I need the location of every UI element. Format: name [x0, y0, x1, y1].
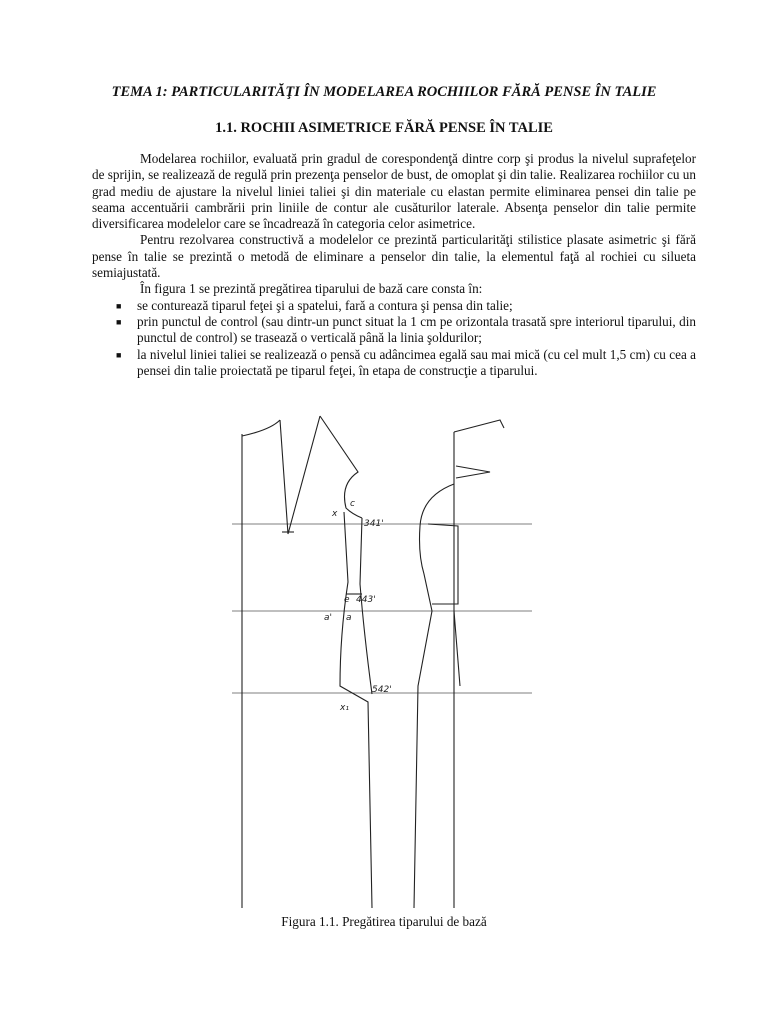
back-side-seam [414, 484, 454, 908]
label-a: a [346, 613, 352, 623]
back-hip-guide [454, 611, 460, 686]
paragraph-2: Pentru rezolvarea constructivă a modelelor ce prezintă particularităţi stilistice plasate asimetric şi fără pense în talie se prezintă o metodă de eliminare a penselor din talie, la elementul faţă al rochiei cu silueta semiajustată. [92, 232, 696, 281]
back-neck-shoulder [454, 420, 504, 432]
label-e: e [344, 595, 350, 605]
bullet-marker: ■ [116, 300, 122, 311]
front-control-vertical [360, 518, 372, 694]
bullet-text-1: se conturează tiparul feţei şi a spatelui, fară a contura şi pensa din talie; [137, 297, 513, 313]
label-x: x [332, 509, 338, 519]
bullet-marker: ■ [116, 349, 122, 360]
bullet-item-2 [92, 314, 696, 347]
bullet-item-1 [92, 298, 696, 314]
front-pattern [242, 416, 372, 908]
section-heading: 1.1. ROCHII ASIMETRICE FĂRĂ PENSE ÎN TALIE [215, 120, 553, 136]
label-x1: x₁ [340, 703, 349, 713]
figure-caption: Figura 1.1. Pregătirea tiparului de bază [281, 914, 487, 929]
pattern-figure [232, 414, 532, 908]
paragraph-1: Modelarea rochiilor, evaluată prin gradul de corespondenţă dintre corp şi produs la nivelul suprafeţelor de sprijin, se realizează de regulă prin prezenţa penselor de bust, de omoplat şi din talie. Realizarea rochiilor cu un grad mediu de ajustare la nivelul liniei taliei şi din materiale cu elastan permite eliminarea pensei din talie pe seama accentuării cambrării prin liniile de contur ale cusăturilor laterale. Absenţa penselor din talie permite diversificarea modelelor care se încadrează în categoria celor asimetrice. [92, 151, 696, 232]
document-title: TEMA 1: PARTICULARITĂŢI ÎN MODELAREA ROCHIILOR FĂRĂ PENSE ÎN TALIE [111, 84, 657, 100]
label-341: 341' [364, 519, 384, 529]
front-neckline [242, 420, 280, 436]
body-text [92, 151, 696, 379]
bullet-item-3 [92, 347, 696, 380]
pattern-drawing [232, 414, 532, 908]
front-armhole [320, 416, 362, 518]
back-pattern [414, 420, 504, 908]
bullet-text-3: la nivelul liniei taliei se realizează o pensă cu adâncimea egală sau mai mică (cu cel mult 1,5 cm) cu cea a pensei din talie proiectată pe tiparul feţei, în etapa de construcţie a tiparului. [137, 346, 696, 378]
bullet-text-2: prin punctul de control (sau dintr-un punct situat la 1 cm pe orizontala trasată spre interiorul tiparului, din punctul de control) se trasează o verticală până la linia şoldurilor; [137, 313, 696, 346]
label-a-prime: a' [324, 613, 332, 623]
label-542: 542' [372, 685, 392, 695]
label-443: 443' [356, 595, 376, 605]
front-shoulder-dart [280, 416, 320, 534]
paragraph-3: În figura 1 se prezintă pregătirea tiparului de bază care consta în: [140, 281, 483, 297]
back-shoulder-dart [456, 466, 490, 478]
label-c: c [350, 499, 355, 509]
bullet-marker: ■ [116, 316, 122, 327]
